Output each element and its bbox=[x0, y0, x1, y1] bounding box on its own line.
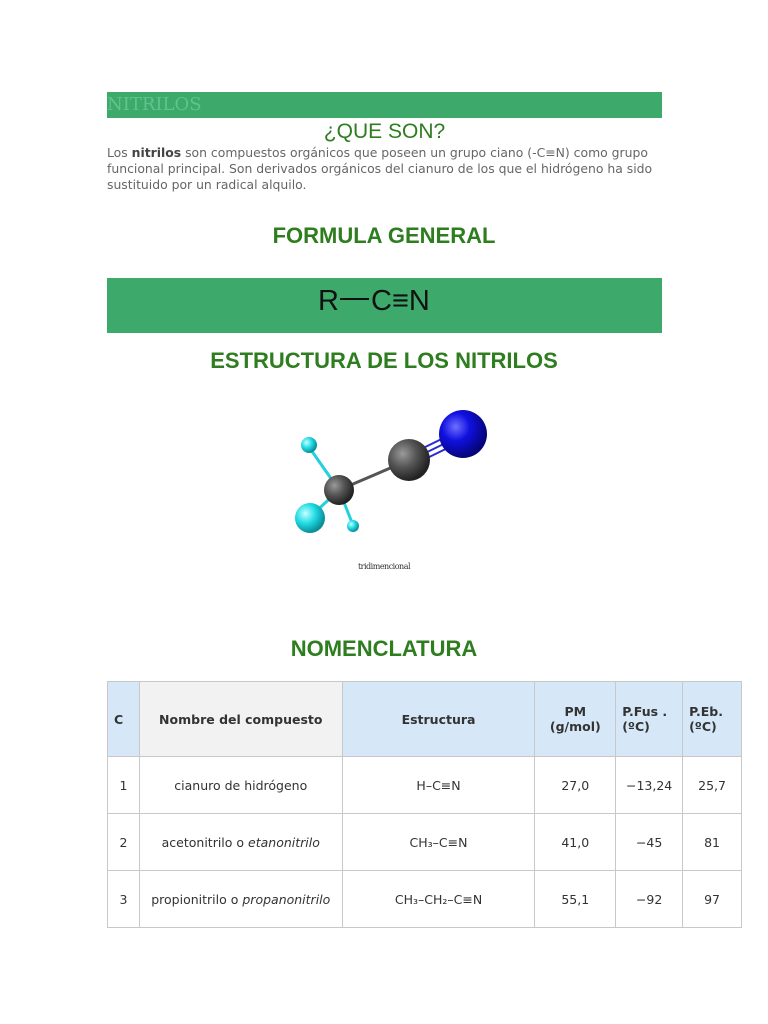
cell-c: 2 bbox=[108, 814, 140, 871]
hydrogen-atom-3 bbox=[347, 520, 359, 532]
formula-box bbox=[107, 278, 662, 333]
cell-c: 3 bbox=[108, 871, 140, 928]
hydrogen-atom-1 bbox=[301, 437, 317, 453]
compound-name: acetonitrilo o bbox=[161, 834, 249, 850]
cell-name bbox=[139, 871, 342, 928]
header-peb: P.Eb. (ºC) bbox=[683, 682, 742, 757]
structure-heading: ESTRUCTURA DE LOS NITRILOS bbox=[210, 348, 558, 373]
cell-name bbox=[139, 757, 342, 814]
nomenclature-table bbox=[107, 681, 742, 928]
table-header-row bbox=[108, 682, 742, 757]
nitrogen-atom bbox=[439, 410, 487, 458]
intro-paragraph bbox=[107, 145, 667, 193]
cell-peb: 97 bbox=[683, 871, 742, 928]
intro-bold-term: nitrilos bbox=[131, 145, 182, 160]
table-row bbox=[108, 814, 742, 871]
hydrogen-atom-2 bbox=[295, 503, 325, 533]
cell-name bbox=[139, 814, 342, 871]
formula-r: R bbox=[318, 285, 339, 317]
table-row bbox=[108, 757, 742, 814]
intro-prefix: Los bbox=[107, 145, 132, 160]
cell-pfus: −92 bbox=[616, 871, 683, 928]
intro-text: son compuestos orgánicos que poseen un grupo ciano (-C≡N) como grupo funcional principal. Son derivados orgánicos del cianuro de los que el hidrógeno ha sido sustituido por un radical alquilo. bbox=[107, 145, 653, 192]
cell-pm: 55,1 bbox=[535, 871, 616, 928]
cell-structure: H–C≡N bbox=[342, 757, 535, 814]
cell-c: 1 bbox=[108, 757, 140, 814]
header-pm: PM (g/mol) bbox=[535, 682, 616, 757]
cell-structure: CH₃–CH₂–C≡N bbox=[342, 871, 535, 928]
nomenclature-heading: NOMENCLATURA bbox=[290, 636, 478, 661]
compound-alt-name: etanonitrilo bbox=[248, 834, 320, 850]
cell-pfus: −13,24 bbox=[616, 757, 683, 814]
header-structure: Estructura bbox=[342, 682, 535, 757]
formula-heading: FORMULA GENERAL bbox=[272, 223, 496, 248]
cell-structure: CH₃–C≡N bbox=[342, 814, 535, 871]
formula-graphic bbox=[107, 278, 662, 333]
carbon-atom-2 bbox=[388, 439, 430, 481]
que-son-heading: ¿QUE SON? bbox=[323, 120, 446, 143]
carbon-atom-1 bbox=[324, 475, 354, 505]
formula-cn: C≡N bbox=[371, 285, 430, 317]
cell-peb: 81 bbox=[683, 814, 742, 871]
cell-pm: 41,0 bbox=[535, 814, 616, 871]
header-c: C bbox=[108, 682, 140, 757]
molecule-caption: tridimencional bbox=[357, 562, 411, 571]
cell-pfus: −45 bbox=[616, 814, 683, 871]
header-name: Nombre del compuesto bbox=[139, 682, 342, 757]
compound-alt-name: propanonitrilo bbox=[242, 891, 331, 907]
molecule-3d-model bbox=[280, 398, 500, 548]
table-row bbox=[108, 871, 742, 928]
compound-name: cianuro de hidrógeno bbox=[174, 777, 308, 793]
cell-pm: 27,0 bbox=[535, 757, 616, 814]
cell-peb: 25,7 bbox=[683, 757, 742, 814]
page-title: NITRILOS bbox=[107, 94, 202, 115]
header-pfus: P.Fus . (ºC) bbox=[616, 682, 683, 757]
compound-name: propionitrilo o bbox=[151, 891, 243, 907]
